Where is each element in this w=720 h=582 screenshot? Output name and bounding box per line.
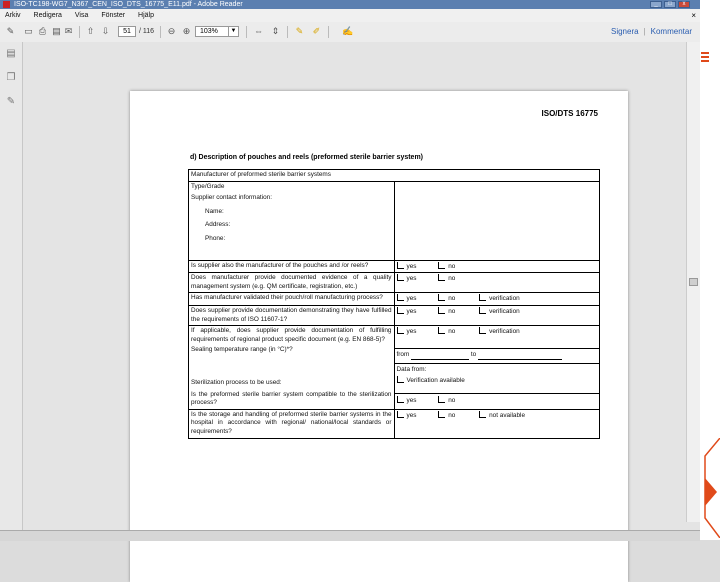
comment-link[interactable]: Kommentar: [650, 27, 692, 36]
adobe-reader-icon: [3, 1, 10, 8]
fit-page-icon[interactable]: ⇔: [254, 26, 263, 36]
manufacturer-cell: Manufacturer of preformed sterile barrier systems: [189, 170, 600, 182]
bookmarks-icon[interactable]: ❐: [6, 72, 16, 83]
name-label: Name:: [205, 207, 224, 215]
right-links: Signera | Kommentar: [610, 27, 692, 36]
question-regional: If applicable, does supplier provide documentation of fulfilling requirements of regional product specific document (e.g. EN 868-5)?: [191, 327, 392, 343]
answer-supplier-manufacturer: [394, 260, 600, 273]
chevron-down-icon[interactable]: ▼: [228, 27, 238, 36]
zoom-value: 103%: [200, 28, 218, 35]
phone-label: Phone:: [205, 234, 226, 242]
checkbox-yes[interactable]: yes: [397, 307, 417, 317]
data-from-label: Data from:: [395, 363, 600, 375]
to-input[interactable]: [478, 351, 562, 361]
create-pdf-icon[interactable]: ✎: [6, 26, 15, 36]
next-page-icon[interactable]: ⇩: [101, 26, 110, 36]
table-row: [189, 326, 600, 410]
page-number-input[interactable]: 51: [118, 26, 136, 37]
menu-edit[interactable]: Redigera: [33, 12, 62, 19]
page-thumbnails-icon[interactable]: ▤: [6, 48, 16, 59]
status-bar: [0, 530, 700, 541]
menu-file[interactable]: Arkiv: [5, 12, 21, 19]
checkbox-yes[interactable]: yes: [397, 396, 417, 406]
question-regional-cell: [189, 326, 395, 410]
menu-view[interactable]: Visa: [74, 12, 89, 19]
checkbox-not-available[interactable]: not available: [479, 411, 525, 421]
pdf-page: [130, 91, 628, 582]
table-row: [189, 409, 600, 438]
checkbox-yes[interactable]: yes: [397, 411, 417, 421]
question-sterilization-used: Sterilization process to be used:: [191, 378, 282, 386]
question-compatible: Is the preformed sterile barrier system compatible to the sterilization process?: [191, 390, 392, 407]
table-row: [189, 293, 600, 306]
scrollbar-thumb[interactable]: [689, 278, 698, 286]
table-row: [189, 305, 600, 325]
answer-storage: [394, 409, 600, 438]
supplier-contact-label: Supplier contact information:: [191, 194, 272, 202]
zoom-select[interactable]: [195, 26, 239, 37]
answer-documented-evidence: [394, 273, 600, 293]
menu-bar: [0, 9, 700, 22]
checkbox-yes[interactable]: yes: [397, 262, 417, 272]
table-row: [189, 181, 600, 260]
supplier-info-cell: [189, 181, 395, 260]
window-title: ISO-TC198-WG7_N367_CEN_ISO_DTS_16775_E11.pdf - Adobe Reader: [14, 1, 243, 8]
table-row: [189, 170, 600, 182]
play-arrow-icon: [697, 438, 720, 538]
question-validated: Has manufacturer validated their pouch/roll manufacturing process?: [189, 293, 395, 306]
checkbox-yes[interactable]: yes: [397, 274, 417, 284]
toolbar: [0, 22, 700, 43]
checkbox-no[interactable]: no: [438, 396, 455, 406]
checkbox-yes[interactable]: yes: [397, 294, 417, 304]
maximize-button[interactable]: □: [664, 1, 676, 8]
section-heading: d) Description of pouches and reels (preformed sterile barrier system): [190, 154, 424, 161]
supplier-info-answer[interactable]: [394, 181, 600, 260]
menu-help[interactable]: Hjälp: [138, 12, 154, 19]
close-button[interactable]: x: [678, 1, 690, 8]
page-total: / 116: [139, 28, 155, 35]
checkbox-no[interactable]: no: [438, 411, 455, 421]
zoom-out-icon[interactable]: ⊖: [167, 26, 176, 36]
answer-validated: [394, 293, 600, 306]
window-titlebar: [0, 0, 720, 9]
checkbox-verification[interactable]: verification: [479, 294, 520, 304]
type-grade-label: Type/Grade: [191, 182, 225, 190]
print-alt-icon[interactable]: ▤: [52, 26, 61, 36]
attachments-icon[interactable]: ✎: [6, 96, 16, 107]
navigation-panel: [0, 42, 23, 540]
question-supplier-manufacturer: Is supplier also the manufacturer of the pouches and /or reels?: [189, 260, 395, 273]
sign-link[interactable]: Signera: [610, 27, 639, 36]
checkbox-no[interactable]: no: [438, 327, 455, 337]
checkbox-no[interactable]: no: [438, 262, 455, 272]
address-label: Address:: [205, 221, 231, 229]
checkbox-verification[interactable]: verification: [479, 327, 520, 337]
sign-tool-icon[interactable]: ✍: [342, 26, 354, 36]
menu-lines-icon: [701, 52, 709, 63]
close-document-icon[interactable]: ×: [691, 11, 696, 20]
minimize-button[interactable]: _: [650, 1, 662, 8]
doc-id: ISO/DTS 16775: [541, 109, 598, 118]
checkbox-verification[interactable]: verification: [479, 307, 520, 317]
highlight-icon[interactable]: ✐: [312, 26, 321, 36]
table-row: [189, 273, 600, 293]
to-label: to: [470, 350, 477, 358]
table-row: [189, 260, 600, 273]
answer-iso11607: [394, 305, 600, 325]
menu-window[interactable]: Fönster: [101, 12, 126, 19]
from-input[interactable]: [411, 351, 469, 361]
question-sealing-temp: Sealing temperature range (in °C)*?: [191, 346, 293, 354]
form-table: [188, 169, 600, 439]
answer-regional-cell: [394, 326, 600, 410]
question-documented-evidence: Does manufacturer provide documented evidence of a quality management system (e.g. QM certificate, registration, etc.): [189, 273, 395, 293]
checkbox-no[interactable]: no: [438, 307, 455, 317]
open-icon[interactable]: ▭: [24, 26, 33, 36]
zoom-in-icon[interactable]: ⊕: [182, 26, 191, 36]
question-iso11607: Does supplier provide documentation demonstrating they have fulfilled the requirements of ISO 11607-1?: [189, 305, 395, 325]
sticky-note-icon[interactable]: ✎: [295, 26, 304, 36]
document-area: [23, 42, 700, 540]
question-storage: Is the storage and handling of preformed sterile barrier systems in the hospital in accordance with regional/ national/local standards or requirements?: [189, 409, 395, 438]
from-label: from: [396, 350, 410, 358]
checkbox-verification-available[interactable]: Verification available: [397, 376, 465, 386]
checkbox-yes[interactable]: yes: [397, 327, 417, 337]
previous-page-icon[interactable]: ⇧: [86, 26, 95, 36]
email-icon[interactable]: ✉: [64, 26, 73, 36]
fit-width-icon[interactable]: ⇕: [271, 26, 280, 36]
checkbox-no[interactable]: no: [438, 274, 455, 284]
print-icon[interactable]: ⎙: [38, 26, 47, 36]
checkbox-no[interactable]: no: [438, 294, 455, 304]
